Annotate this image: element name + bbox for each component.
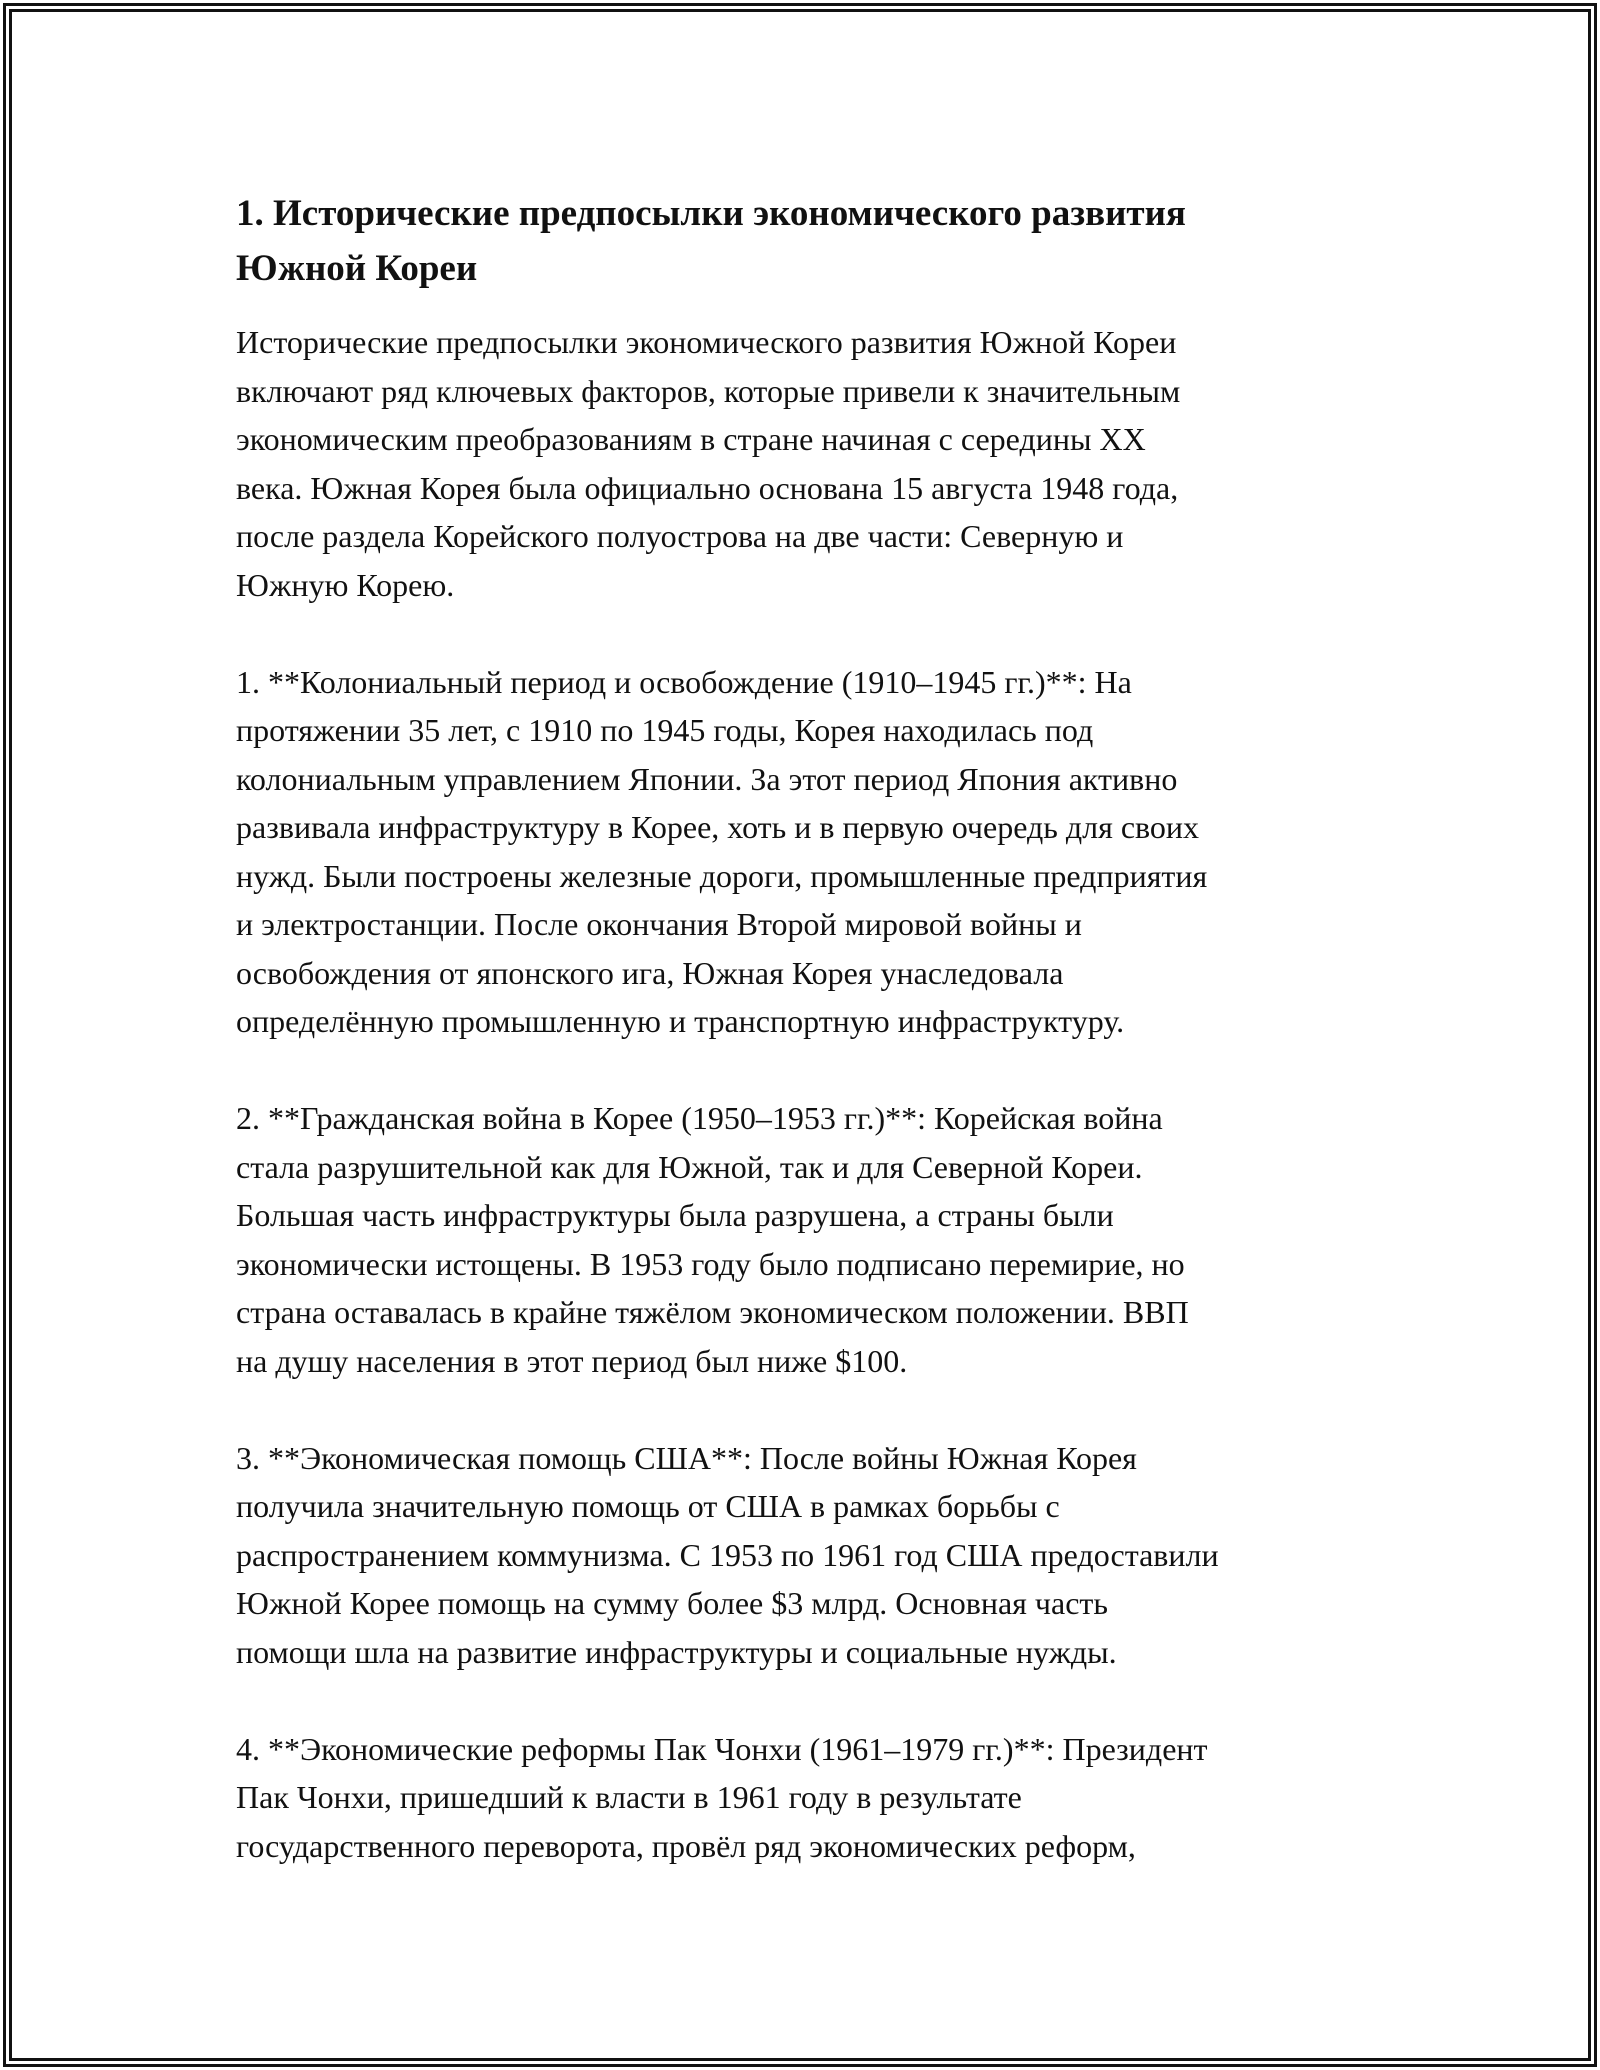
text-line: на душу населения в этот период был ниже $100.: [236, 1342, 908, 1379]
text-line: определённую промышленную и транспортную инфраструктуру.: [236, 1003, 1125, 1039]
text-line: 1. **Колониальный период и освобождение (1910–1945 гг.)**: На: [236, 663, 1132, 700]
text-line: Большая часть инфраструктуры была разрушена, а страны были: [236, 1197, 1114, 1233]
text-line: Пак Чонхи, пришедший к власти в 1961 году в результате: [236, 1779, 1022, 1815]
text-line: нужд. Были построены железные дороги, промышленные предприятия: [236, 857, 1208, 894]
text-line: освобождения от японского ига, Южная Корея унаследовала: [236, 954, 1064, 991]
text-line: 2. **Гражданская война в Корее (1950–1953 гг.)**: Корейская война: [236, 1100, 1163, 1136]
intro-paragraph: [236, 318, 1366, 609]
text-line: и электростанции. После окончания Второй мировой войны и: [236, 906, 1082, 942]
text-line: Южную Корею.: [236, 566, 455, 603]
section-heading: [236, 186, 1366, 296]
text-line: включают ряд ключевых факторов, которые привели к значительным: [236, 372, 1181, 409]
text-line: получила значительную помощь от США в рамках борьбы с: [236, 1488, 1060, 1524]
text-line: страна оставалась в крайне тяжёлом экономическом положении. ВВП: [236, 1294, 1189, 1330]
text-line: 4. **Экономические реформы Пак Чонхи (1961–1979 гг.)**: Президент: [236, 1730, 1208, 1767]
text-line: распространением коммунизма. С 1953 по 1961 год США предоставили: [236, 1536, 1219, 1573]
heading-line: Южной Кореи: [236, 248, 478, 289]
text-line: экономически истощены. В 1953 году было подписано перемирие, но: [236, 1245, 1185, 1282]
text-line: века. Южная Корея была официально основана 15 августа 1948 года,: [236, 469, 1179, 506]
list-item-park-reforms: [236, 1725, 1366, 1871]
text-line: Исторические предпосылки экономического развития Южной Кореи: [236, 324, 1177, 360]
text-line: Южной Корее помощь на сумму более $3 млрд. Основная часть: [236, 1585, 1108, 1621]
text-line: стала разрушительной как для Южной, так и для Северной Кореи.: [236, 1148, 1143, 1185]
text-line: экономическим преобразованиям в стране начиная с середины XX: [236, 421, 1146, 457]
list-item-korean-war: [236, 1094, 1366, 1385]
text-line: колониальным управлением Японии. За этот период Япония активно: [236, 760, 1178, 797]
text-line: развивала инфраструктуру в Корее, хоть и в первую очередь для своих: [236, 809, 1200, 845]
text-line: протяжении 35 лет, с 1910 по 1945 годы, Корея находилась под: [236, 712, 1094, 748]
list-item-us-aid: [236, 1434, 1366, 1677]
text-line: после раздела Корейского полуострова на две части: Северную и: [236, 518, 1124, 554]
text-line: 3. **Экономическая помощь США**: После войны Южная Корея: [236, 1439, 1137, 1476]
document-body: [236, 186, 1366, 1870]
heading-line: 1. Исторические предпосылки экономического развития: [236, 193, 1186, 234]
text-line: помощи шла на развитие инфраструктуры и социальные нужды.: [236, 1633, 1117, 1670]
text-line: государственного переворота, провёл ряд экономических реформ,: [236, 1827, 1136, 1864]
list-item-colonial-period: [236, 658, 1366, 1046]
